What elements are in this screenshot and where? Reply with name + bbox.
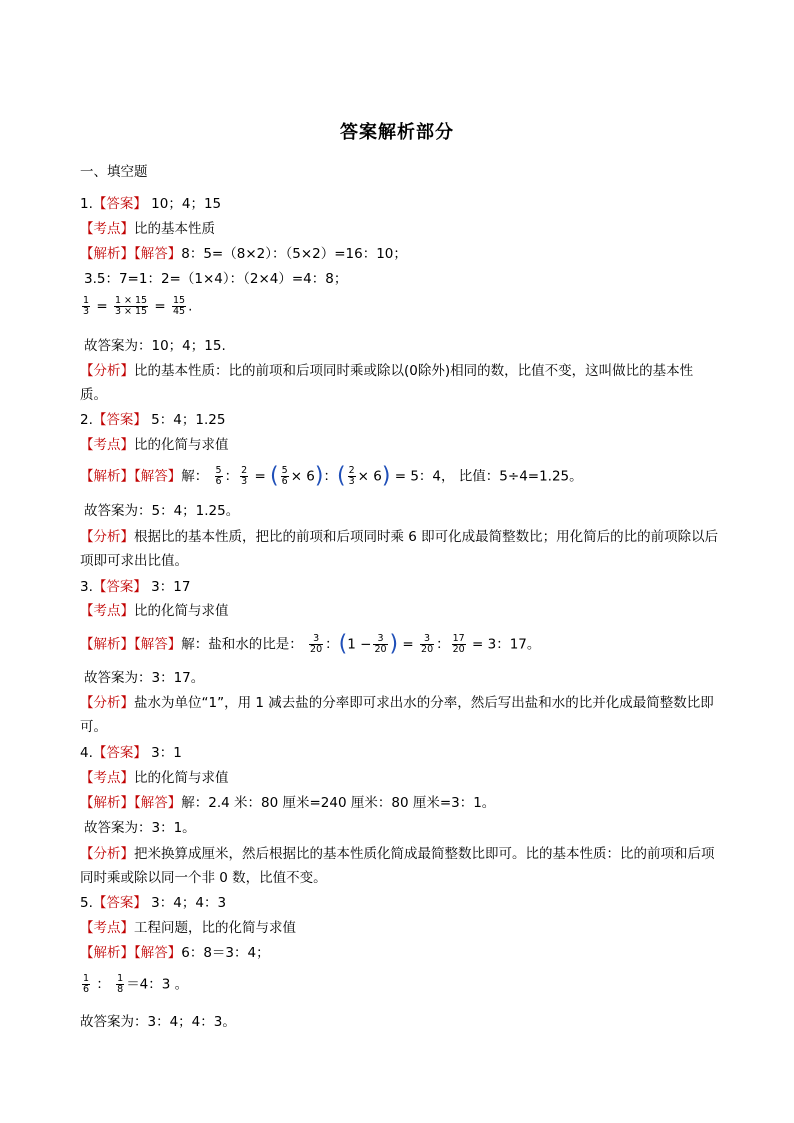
kaodian-label: 【考点】: [80, 221, 134, 237]
q1-answer-line: 1.【答案】 10；4；15: [80, 196, 222, 212]
q4-final: 故答案为：3：1。: [84, 820, 196, 836]
q3-answer-line: 3.【答案】 3：17: [80, 579, 191, 595]
q4-answer-line: 4.【答案】 3：1: [80, 745, 182, 761]
page-title: 答案解析部分: [340, 122, 454, 143]
fenxi-label: 【分析】: [80, 363, 134, 379]
q1-line2: 3.5：7=1：2=（1×4）：（2×4）=4：8；: [84, 271, 348, 287]
q4-kaodian-line: 【考点】比的化简与求值: [80, 770, 229, 786]
q5-fraction-line: $\frac{1}{6}$ ： $\frac{1}{8}$ ＝4：3 。: [83, 973, 189, 995]
q1-fraction-line: $\frac{1}{3}$ = $\frac{1 \times 15}{3 \times 15}$ = $\frac{15}{45}$ .: [83, 295, 193, 317]
fraction: $\frac{15}{45}$: [173, 295, 186, 317]
q5-kaodian: 工程问题，比的化简与求值: [134, 920, 296, 936]
q2-final: 故答案为：5：4；1.25。: [84, 503, 240, 519]
q2-analysis-block: 【分析】根据比的基本性质，把比的前项和后项同时乘 6 即可化成最简整数比；用化简后的比的前项除以后项即可求出比值。: [80, 529, 719, 569]
q3-kaodian-line: 【考点】比的化简与求值: [80, 603, 229, 619]
q5-answer: 3：4；4：3: [146, 895, 227, 911]
q3-jiexi-line: 【解析】【解答】解：盐和水的比是： $\frac{3}{20}$ ：(1 − $\frac{3}{20}$ ) = $\frac{3}{20}$ ： $\frac{17}{20}$ = 3：17。: [80, 631, 541, 657]
q3-final: 故答案为：3：17。: [84, 670, 205, 686]
q5-kaodian-line: 【考点】工程问题，比的化简与求值: [80, 920, 296, 936]
q2-answer: 5：4；1.25: [146, 412, 226, 428]
q4-analysis-block: 【分析】把米换算成厘米，然后根据比的基本性质化简成最简整数比即可。比的基本性质：比的前项和后项同时乘或除以同一个非 0 数，比值不变。: [80, 846, 715, 886]
q4-jiexi-line: 【解析】【解答】解：2.4 米：80 厘米=240 厘米：80 厘米=3：1。: [80, 795, 496, 811]
q4-kaodian: 比的化简与求值: [134, 770, 229, 786]
q2-jiexi-line: 【解析】【解答】解： $\frac{5}{6}$ ： $\frac{2}{3}$ = ( $\frac{5}{6}$ × 6)：( $\frac{2}{3}$ × 6) = 5：4， 比值：5÷4=1.25。: [80, 463, 583, 489]
q3-kaodian: 比的化简与求值: [134, 603, 229, 619]
q5-answer-line: 5.【答案】 3：4；4：3: [80, 895, 227, 911]
q2-kaodian: 比的化简与求值: [134, 437, 229, 453]
q1-jiexi-line: 【解析】【解答】8：5=（8×2）：（5×2）=16：10；: [80, 246, 407, 262]
q1-final: 故答案为：10；4；15.: [84, 338, 226, 354]
q2-kaodian-line: 【考点】比的化简与求值: [80, 437, 229, 453]
answer-label: 【答案】: [92, 196, 147, 212]
fraction: $\frac{1 \times 15}{3 \times 15}$: [114, 295, 148, 317]
q2-answer-line: 2.【答案】 5：4；1.25: [80, 412, 226, 428]
q4-answer: 3：1: [146, 745, 182, 761]
q1-kaodian-line: [80, 219, 215, 239]
q5-jiexi-line: 【解析】【解答】6：8＝3：4；: [80, 945, 270, 961]
q3-analysis-block: 【分析】盐水为单位“1”，用 1 减去盐的分率即可求出水的分率，然后写出盐和水的比并化成最简整数比即可。: [80, 695, 714, 735]
fraction: $\frac{1}{3}$: [83, 295, 90, 317]
q5-final: 故答案为：3：4；4：3。: [80, 1014, 236, 1030]
q3-answer: 3：17: [146, 579, 191, 595]
jiexi-label: 【解析】: [80, 246, 134, 262]
section-heading: 一、填空题: [80, 164, 148, 180]
q1-analysis-block: 【分析】比的基本性质：比的前项和后项同时乘或除以(0除外)相同的数，比值不变，这叫做比的基本性质。: [80, 363, 694, 403]
q1-answer: 10；4；15: [146, 196, 222, 212]
jieda-label: 【解答】: [134, 246, 182, 262]
q1-kaodian: 比的基本性质: [134, 221, 215, 237]
